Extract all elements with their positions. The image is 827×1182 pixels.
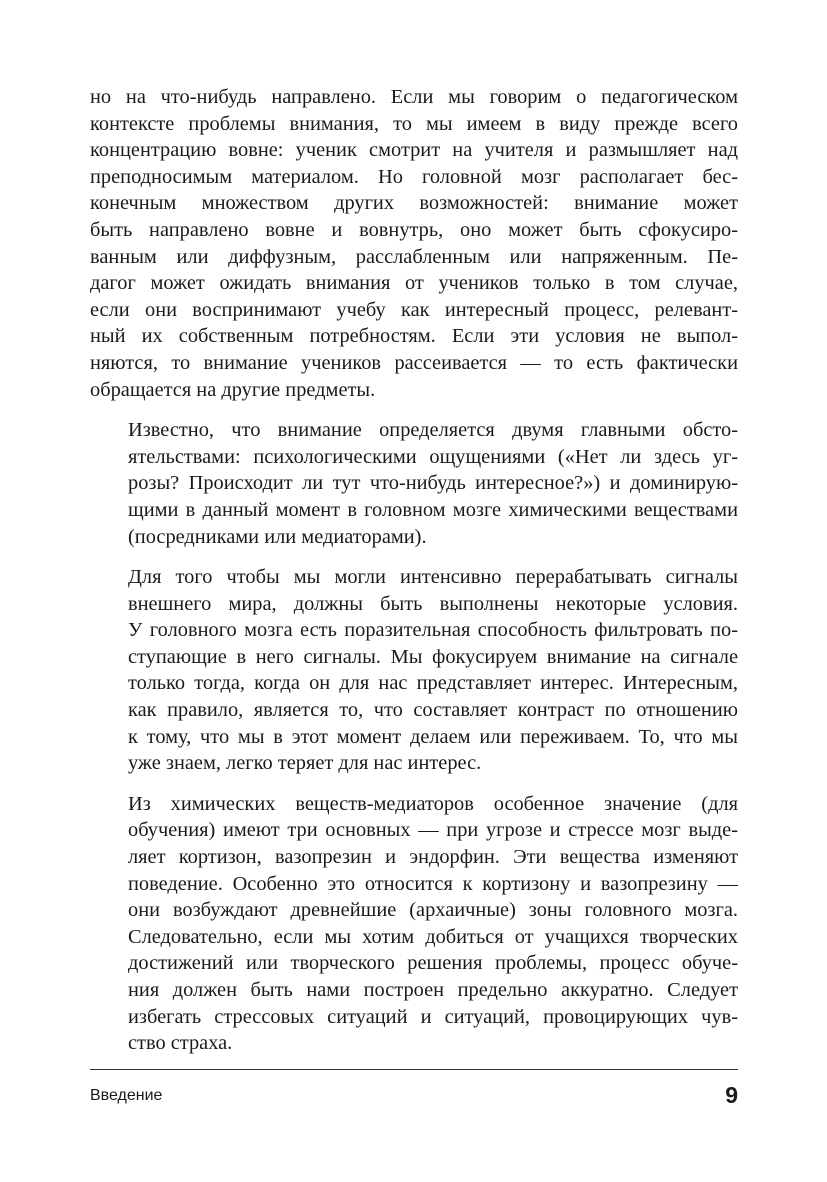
text-line: розы? Происходит ли тут что-нибудь интересное?») и доминирую-: [128, 472, 738, 495]
text-line: к тому, что мы в этот момент делаем или переживаем. То, что мы: [128, 725, 738, 748]
text-line: Для того чтобы мы могли интенсивно перерабатывать сигналы: [128, 566, 738, 589]
text-line: ятельствами: психологическими ощущениями («Нет ли здесь уг-: [128, 445, 738, 468]
text-line: ния должен быть нами построен предельно аккуратно. Следует: [128, 979, 738, 1001]
text-line: как правило, является то, что составляет контраст по отношению: [128, 699, 738, 722]
text-line: У головного мозга есть поразительная способность фильтровать по-: [128, 619, 738, 642]
text-line: только тогда, когда он для нас представляет интерес. Интересным,: [128, 672, 738, 695]
text-line: ляет кортизон, вазопрезин и эндорфин. Эти вещества изменяют: [128, 846, 738, 869]
text-line: ступающие в него сигналы. Мы фокусируем внимание на сигнале: [128, 645, 738, 668]
text-line: Известно, что внимание определяется двумя главными обсто-: [128, 419, 738, 442]
text-line: конечным множеством других возможностей: внимание может: [90, 192, 738, 215]
text-line: Из химических веществ-медиаторов особенное значение (для: [128, 792, 738, 815]
paragraph-3: [90, 564, 738, 777]
text-line: преподносимым материалом. Но головной мозг располагает бес-: [90, 165, 738, 188]
text-line: обращается на другие предметы.: [90, 378, 376, 401]
text-line: они возбуждают древнейшие (архаичные) зоны головного мозга.: [128, 899, 738, 922]
paragraph-4: [90, 791, 738, 1057]
text-line: няются, то внимание учеников рассеивается — то есть фактически: [90, 351, 738, 374]
text-line: уже знаем, легко теряет для нас интерес.: [128, 752, 482, 775]
footer-divider: [90, 1069, 738, 1070]
text-line: поведение. Особенно это относится к кортизону и вазопрезину —: [128, 872, 738, 895]
footer-section-title: Введение: [90, 1087, 163, 1104]
text-line: контексте проблемы внимания, то мы имеем в виду прежде всего: [90, 112, 738, 135]
text-line: ство страха.: [128, 1032, 233, 1055]
text-line: ванным или диффузным, расслабленным или напряженным. Пе-: [90, 245, 738, 268]
text-line: ный их собственным потребностям. Если эти условия не выпол-: [90, 325, 738, 348]
text-line: но на что-нибудь направлено. Если мы говорим о педагогическом: [90, 86, 738, 108]
text-line: обучения) имеют три основных — при угрозе и стрессе мозг выде-: [128, 819, 738, 842]
paragraph-2: [90, 417, 738, 550]
text-line: быть направлено вовне и вовнутрь, оно может быть сфокусиро-: [90, 218, 738, 241]
text-line: концентрацию вовне: ученик смотрит на учителя и размышляет над: [90, 139, 738, 162]
page-body: [90, 84, 738, 1071]
text-line: если они воспринимают учебу как интересный процесс, релевант-: [90, 298, 738, 321]
text-line: избегать стрессовых ситуаций и ситуаций, провоцирующих чув-: [128, 1005, 738, 1028]
text-line: дагог может ожидать внимания от учеников только в том случае,: [90, 272, 738, 295]
text-line: Следовательно, если мы хотим добиться от учащихся творческих: [128, 925, 738, 948]
page-number: 9: [725, 1082, 738, 1108]
text-line: (посредниками или медиаторами).: [128, 525, 427, 548]
paragraph-1: [90, 84, 738, 403]
text-line: внешнего мира, должны быть выполнены некоторые условия.: [128, 592, 738, 615]
text-line: достижений или творческого решения проблемы, процесс обуче-: [128, 952, 738, 975]
text-line: щими в данный момент в головном мозге химическими веществами: [128, 498, 738, 521]
